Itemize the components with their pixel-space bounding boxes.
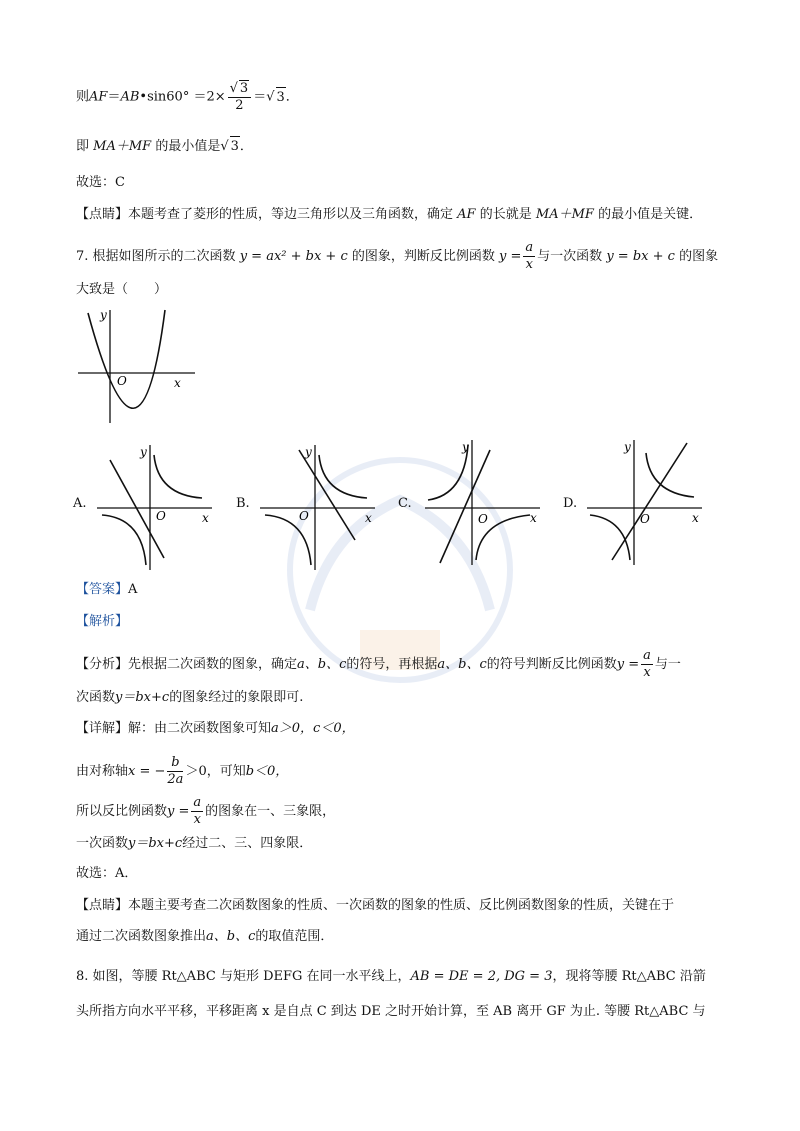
- svg-text:x: x: [692, 511, 699, 525]
- text-line: 所以反比例函数y = $\frac{a}{x}$ 的图象在一、三象限，: [76, 795, 336, 827]
- svg-text:x: x: [365, 511, 372, 525]
- text-line: 则AF＝AB•sin60° ＝2× $\frac{√ 3}{2}$ ＝√ 3．: [76, 81, 299, 113]
- svg-text:x: x: [530, 511, 537, 525]
- svg-text:y: y: [100, 308, 107, 322]
- svg-text:O: O: [156, 509, 166, 523]
- svg-text:x: x: [174, 376, 181, 390]
- option-b-label: B.: [236, 496, 250, 511]
- svg-text:O: O: [478, 512, 488, 526]
- option-c-label: C.: [398, 496, 412, 511]
- answer: 【答案】A: [76, 582, 138, 597]
- svg-text:y: y: [624, 440, 631, 454]
- text-line: 【点睛】本题主要考查二次函数图象的性质、一次函数的图象的性质、反比例函数图象的性质，关键在于: [76, 898, 675, 913]
- text-line: 次函数y＝bx+c的图象经过的象限即可.: [76, 690, 304, 705]
- text-line: 【点睛】本题考查了菱形的性质，等边三角形以及三角函数，确定 AF 的长就是 MA＋MF 的最小值是关键．: [76, 207, 703, 222]
- text-line: 通过二次函数图象推出a、b、c的取值范围．: [76, 929, 334, 944]
- text-line: 【详解】解：由二次函数图象可知a＞0，c＜0，: [76, 721, 355, 736]
- fraction: $\frac{√ 3}{2}$: [228, 80, 252, 114]
- text-line: 即 MA＋MF 的最小值是√ 3．: [76, 136, 253, 157]
- question-7: 7. 根据如图所示的二次函数 y = ax² + bx + c 的图象，判断反比例函数 y = $\frac{a}{x}$ 与一次函数 y = bx + c 的图象: [76, 240, 719, 272]
- option-c-graph: [420, 435, 545, 570]
- option-a-label: A.: [73, 496, 87, 511]
- option-d-graph: [582, 435, 707, 570]
- svg-text:O: O: [117, 374, 127, 388]
- svg-text:y: y: [462, 440, 469, 454]
- text-line: 【分析】先根据二次函数的图象，确定a、b、c的符号，再根据a、b、c的符号判断反比例函数y = $\frac{a}{x}$ 与一: [76, 648, 681, 680]
- analysis-tag: 【解析】: [76, 614, 129, 629]
- text-line: 故选：C: [76, 175, 125, 190]
- option-d-label: D.: [563, 496, 578, 511]
- option-b-graph: [255, 440, 380, 575]
- svg-text:y: y: [140, 445, 147, 459]
- svg-text:O: O: [299, 509, 309, 523]
- parabola-graph: [70, 305, 200, 425]
- text-line: 一次函数y＝bx+c经过二、三、四象限．: [76, 836, 313, 851]
- svg-text:y: y: [305, 445, 312, 459]
- text-line: 大致是（ ）: [76, 282, 168, 297]
- option-a-graph: [92, 440, 217, 575]
- text-line: 由对称轴x = − $\frac{b}{2a}$ ＞0，可知b＜0，: [76, 755, 289, 787]
- svg-text:x: x: [202, 511, 209, 525]
- question-8: 8. 如图，等腰 Rt△ABC 与矩形 DEFG 在同一水平线上，AB = DE = 2, DG = 3，现将等腰 Rt△ABC 沿箭: [76, 969, 706, 984]
- text-line: 故选：A．: [76, 866, 138, 881]
- svg-text:O: O: [640, 512, 650, 526]
- text-line: 头所指方向水平平移，平移距离 x 是自点 C 到达 DE 之时开始计算，至 AB 离开 GF 为止. 等腰 Rt△ABC 与: [76, 1004, 706, 1019]
